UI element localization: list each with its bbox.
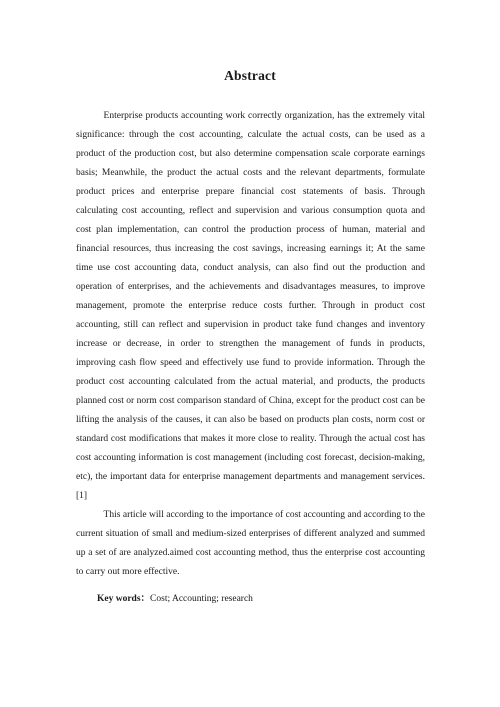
abstract-paragraph-1: Enterprise products accounting work correctly organization, has the extremely vital significance: through the cost accounting, calculate the actual costs, can be used as a product of the production cost, but also determine compensation scale corporate earnings basis; Meanwhile, the product the actual costs and the relevant departments, formulate product prices and enterprise prepare financial cost statements of basis. Through calculating cost accounting, reflect and supervision and various consumption quota and cost plan implementation, can control the production process of human, material and financial resources, thus increasing the cost savings, increasing earnings it; At the same time use cost accounting data, conduct analysis, can also find out the production and operation of enterprises, and the achievements and disadvantages measures, to improve management, promote the enterprise reduce costs further. Through in product cost accounting, still can reflect and supervision in product take fund changes and inventory increase or decrease, in order to strengthen the management of funds in products, improving cash flow speed and effectively use fund to provide information. Through the product cost accounting calculated from the actual material, and products, the products planned cost or norm cost comparison standard of China, except for the product cost can be lifting the analysis of the causes, it can also be based on products plan costs, norm cost or standard cost modifications that makes it more close to reality. Through the actual cost has cost accounting information is cost management (including cost forecast, decision-making, etc), the important data for enterprise management departments and management services. [1] [76, 111, 425, 501]
keywords-value: Cost; Accounting; research [150, 594, 253, 604]
abstract-title: Abstract [224, 68, 276, 83]
keywords-label: Key words： [97, 594, 151, 604]
abstract-body [76, 107, 425, 582]
keywords-line [97, 592, 253, 606]
abstract-paragraph-2: This article will according to the importance of cost accounting and according to the current situation of small and medium-sized enterprises of different analyzed and summed up a set of are analyzed.aimed cost accounting method, thus the enterprise cost accounting to carry out more effective. [76, 510, 425, 577]
